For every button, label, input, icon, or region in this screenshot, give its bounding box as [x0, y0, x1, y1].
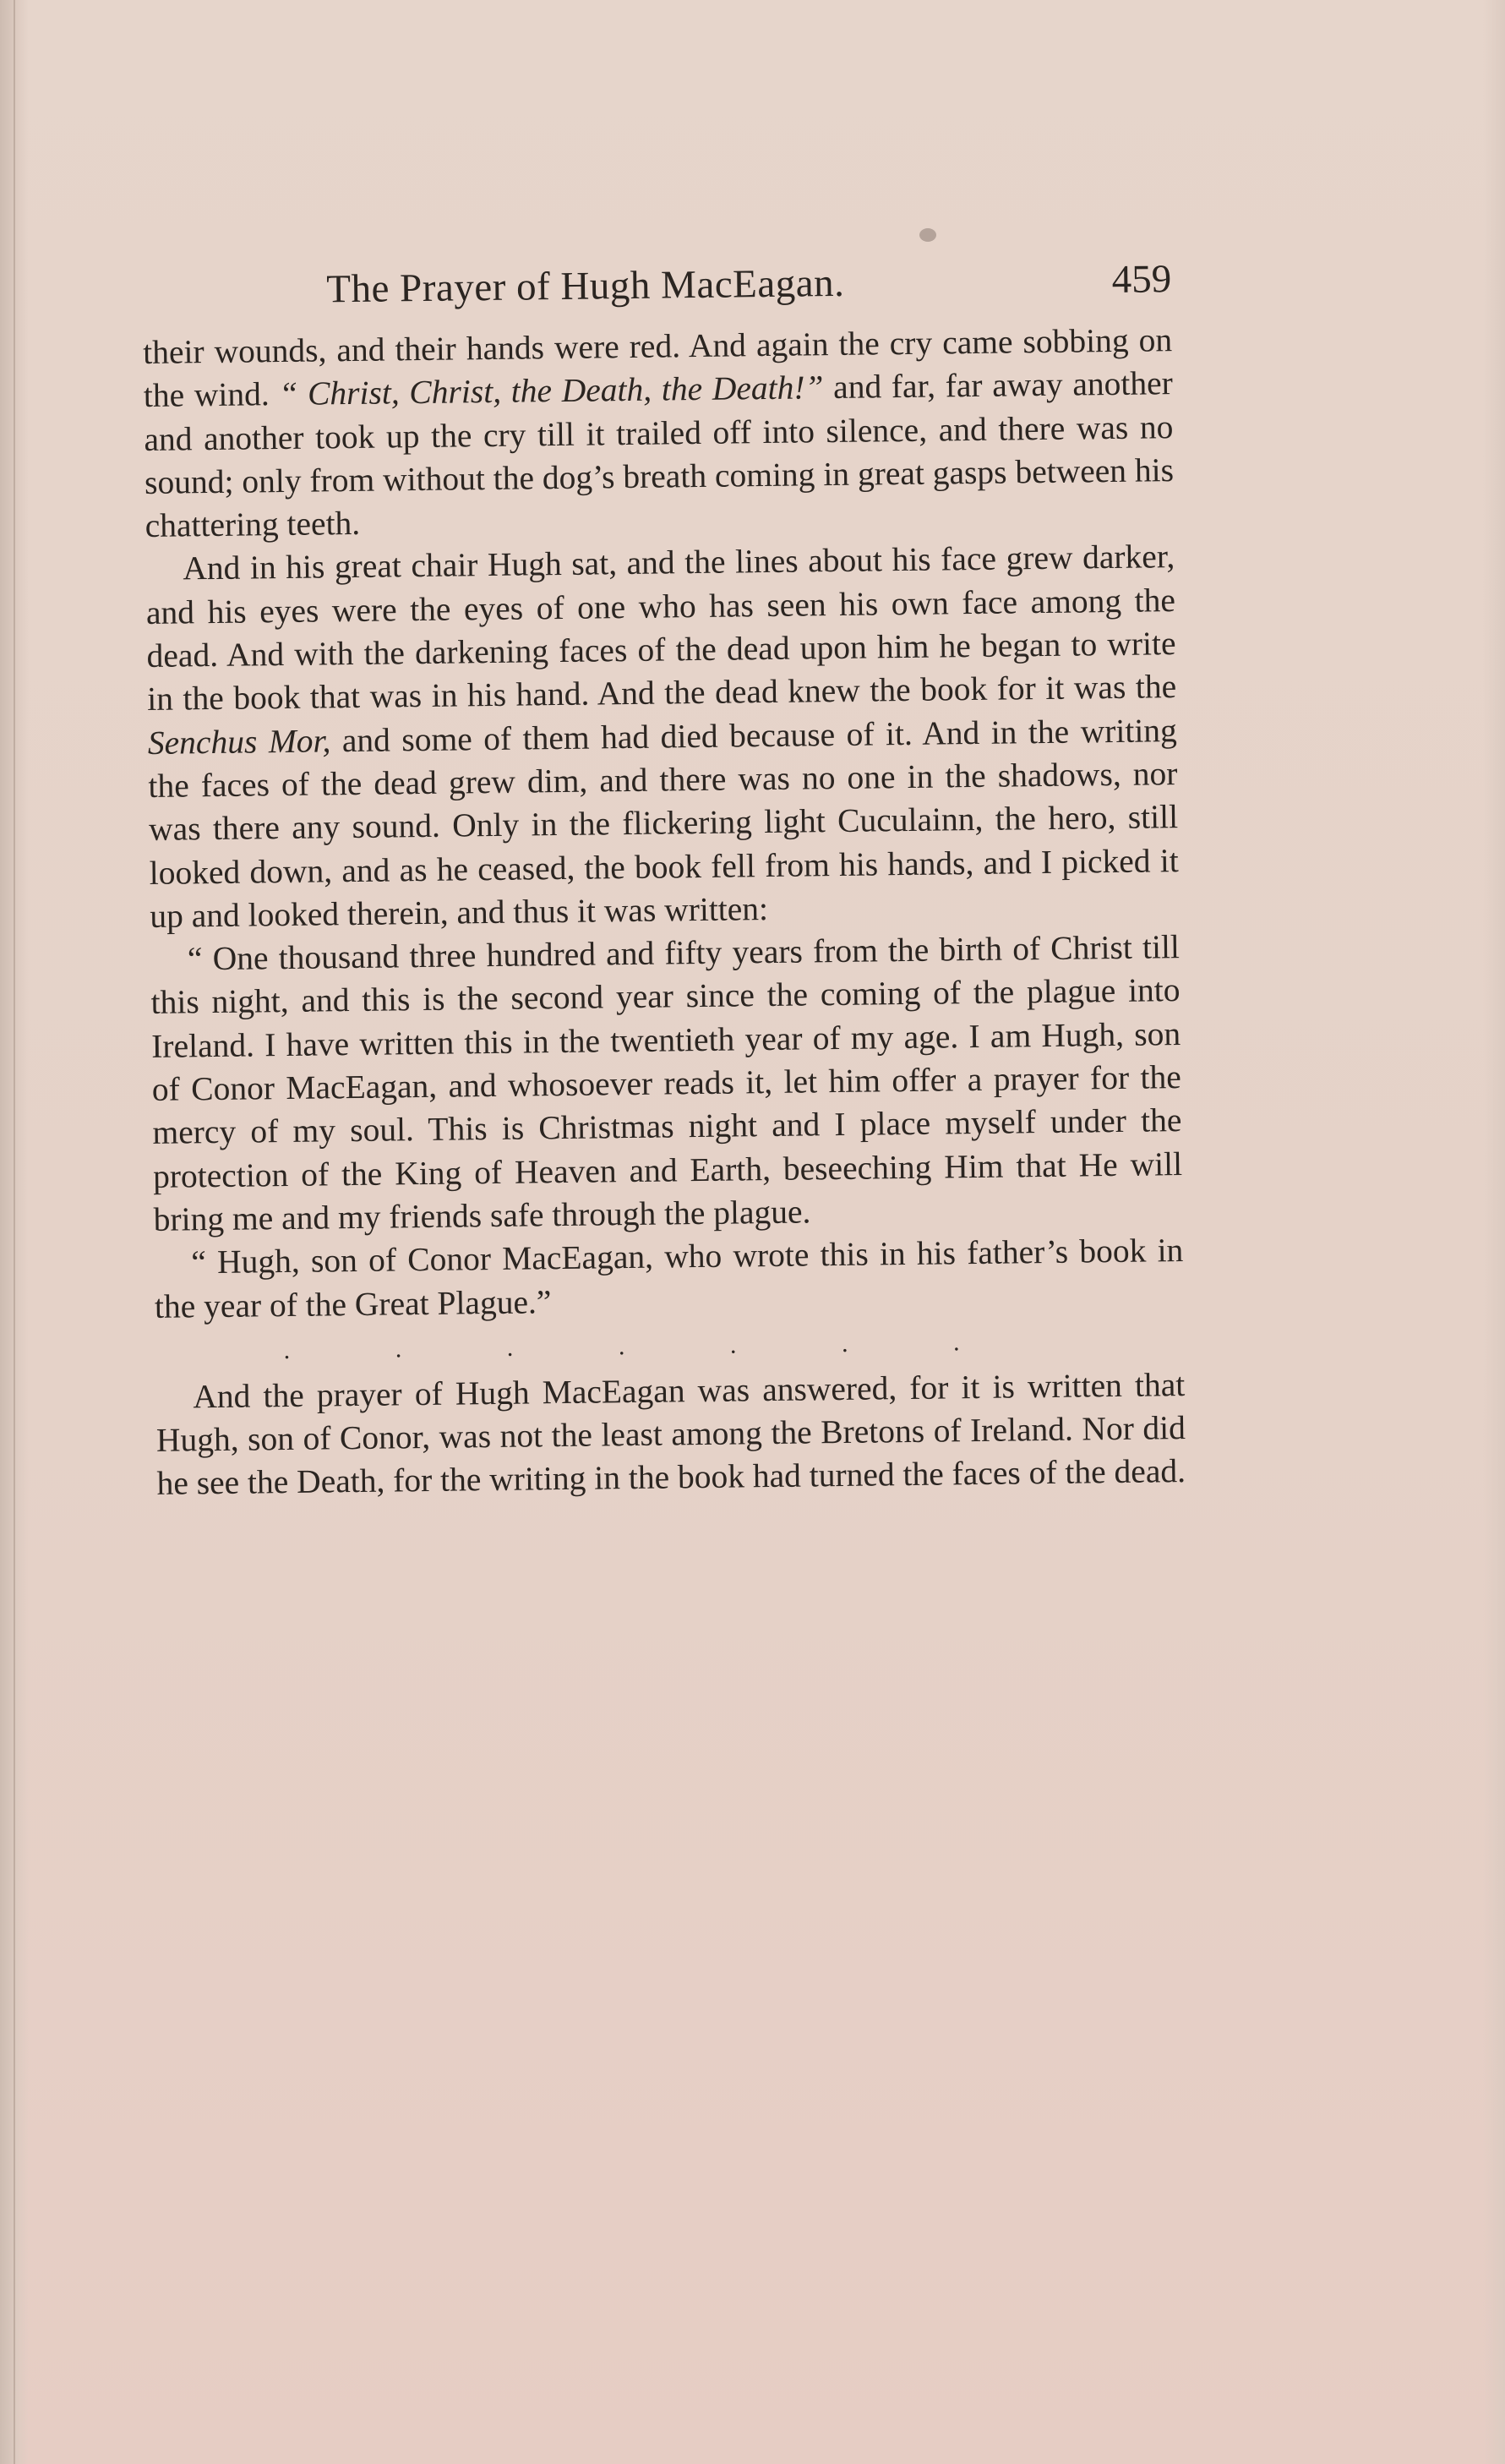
- page-number: 459: [1111, 257, 1172, 302]
- dot: .: [729, 1330, 737, 1359]
- page-edge-shadow: [1483, 0, 1505, 2464]
- paragraph-1: [143, 319, 1175, 548]
- paragraph-3: [150, 926, 1183, 1242]
- dot: .: [618, 1331, 625, 1361]
- paragraph-text: “ One thousand three hundred and fifty years from the birth of Christ till this night, and this is the second year since the coming of the plague into Ireland. I have written this in the twentieth year of my age. I am Hugh, son of Conor MacEagan, and whosoever reads it, let him offer a prayer for the mercy of my soul. This is Christmas night and I place myself under the protection of the King of Heaven and Earth, beseeching Him that He will bring me and my friends safe through the plague.: [150, 928, 1183, 1238]
- italic-book-title: Senchus Mor,: [147, 721, 331, 762]
- book-page: [142, 256, 1186, 1505]
- paragraph-text: and some of them had died because of it. And in the writing the faces of the dead grew dim, and there was no one in the shadows, nor was there any sound. Only in the flickering light Cuculainn, the hero, still looked down, and as he ceased, the book fell from his hands, and I picked it up and looked therein, and thus it was written:: [148, 711, 1179, 935]
- dot: .: [395, 1335, 402, 1363]
- running-head: [142, 256, 1172, 331]
- ink-blot: [919, 228, 936, 242]
- closing-paragraph: And the prayer of Hugh MacEagan was answered, for it is written that Hugh, son of Conor, was not the least among the Bretons of Ireland. Nor did he see the Death, for the writing in the book had turned the faces of the dead.: [155, 1365, 1186, 1503]
- dot: .: [283, 1336, 291, 1364]
- paragraph-text: their wounds, and their hands were red. And again the cry came sobbing on the wind.: [142, 321, 1173, 415]
- paragraph-text: and far, far away another and another took up the cry till it trailed off into silence, and there was no sound; only from without the dog’s breath coming in great gasps between his chattering teeth.: [144, 364, 1175, 545]
- paragraph-text: “ Hugh, son of Conor MacEagan, who wrote this in his father’s book in the year of the Great Plague.”: [154, 1232, 1184, 1325]
- paragraph-4: [154, 1229, 1184, 1328]
- dot: .: [952, 1328, 960, 1357]
- book-spine-line: [14, 0, 15, 2464]
- italic-quote: “ Christ, Christ, the Death, the Death!”: [279, 369, 824, 413]
- paragraph-text: And in his great chair Hugh sat, and the lines about his face grew darker, and his eyes were the eyes of one who has seen his own face among the dead. And with the darkening faces of the dead upon him he began to write in the book that was in his hand. And the dead knew the book for it was the: [145, 538, 1177, 718]
- chapter-title: The Prayer of Hugh MacEagan.: [325, 260, 845, 312]
- dot: .: [506, 1333, 514, 1362]
- paragraph-2: [145, 536, 1180, 939]
- dot: .: [841, 1329, 848, 1358]
